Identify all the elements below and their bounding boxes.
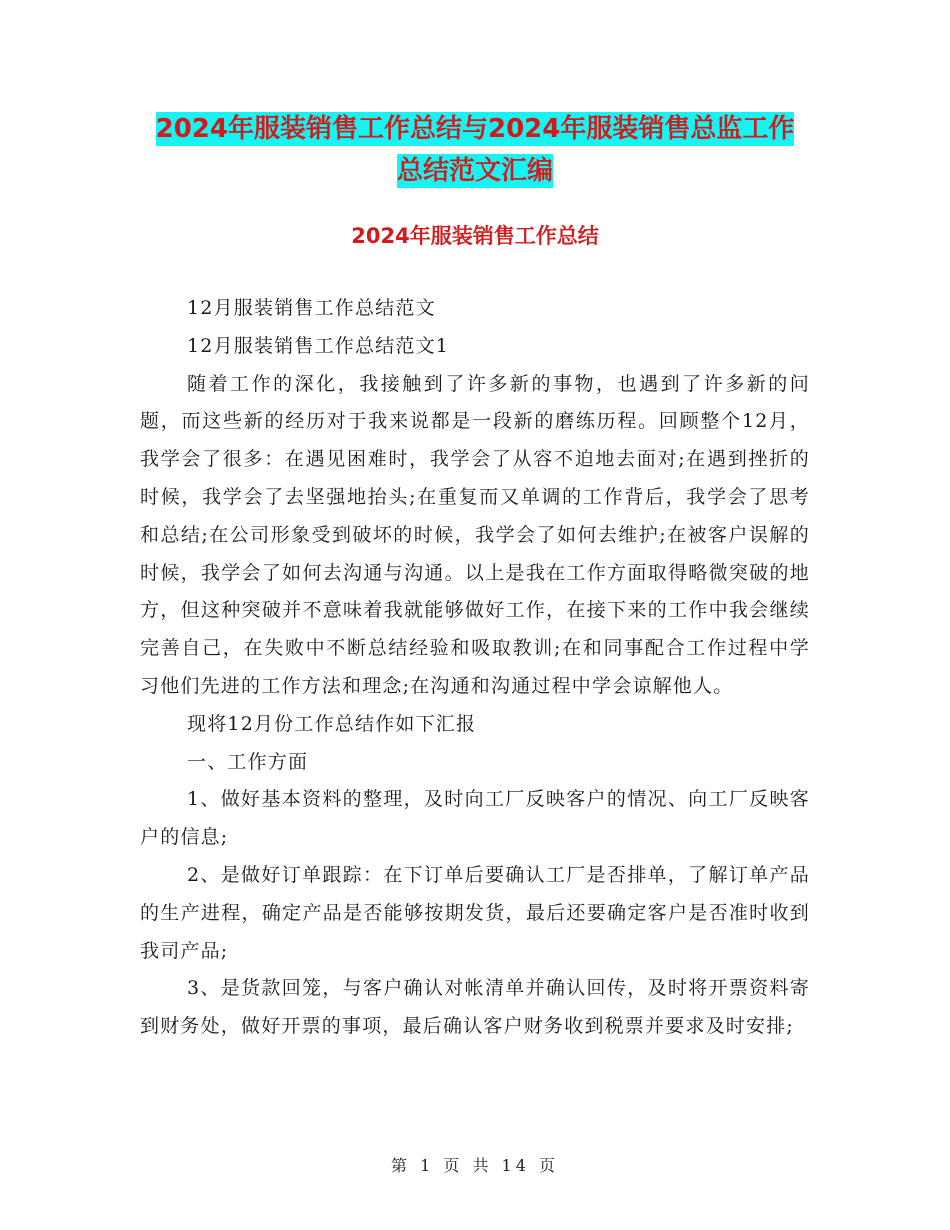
section-title: 2024年服装销售工作总结	[351, 224, 599, 248]
paragraph-report-lead: 现将12月份工作总结作如下汇报	[187, 712, 477, 735]
paragraph-item-3: 3、是货款回笼，与客户确认对帐清单并确认回传，及时将开票资料寄到财务处，做好开票的事项，最后确认客户财务收到税票并要求及时安排;	[140, 977, 810, 1038]
paragraph-section-work: 一、工作方面	[187, 750, 309, 773]
document-title-line-1: 2024年服装销售工作总结与2024年服装销售总监工作	[155, 114, 795, 144]
document-body	[140, 290, 810, 1046]
paragraph-item-1: 1、做好基本资料的整理，及时向工厂反映客户的情况、向工厂反映客户的信息;	[140, 788, 810, 849]
paragraph-heading: 12月服装销售工作总结范文	[187, 297, 436, 319]
document-title	[150, 108, 800, 192]
paragraph-subheading: 12月服装销售工作总结范文1	[187, 334, 450, 357]
paragraph-intro: 随着工作的深化，我接触到了许多新的事物，也遇到了许多新的问题，而这些新的经历对于我来说都是一段新的磨练历程。回顾整个12月，我学会了很多：在遇见困难时，我学会了从容不迫地去面对;在遇到挫折的时候，我学会了去坚强地抬头;在重复而又单调的工作背后，我学会了思考和总结;在公司形象受到破坏的时候，我学会了如何去维护;在被客户误解的时候，我学会了如何去沟通与沟通。以上是我在工作方面取得略微突破的地方，但这种突破并不意味着我就能够做好工作，在接下来的工作中我会继续完善自己，在失败中不断总结经验和吸取教训;在和同事配合工作过程中学习他们先进的工作方法和理念;在沟通和沟通过程中学会谅解他人。	[140, 372, 810, 697]
page-footer: 第 1 页 共 14 页	[391, 1156, 559, 1175]
document-title-line-2: 总结范文汇编	[396, 156, 553, 186]
paragraph-item-2: 2、是做好订单跟踪：在下订单后要确认工厂是否排单，了解订单产品的生产进程，确定产品是否能够按期发货，最后还要确定客户是否准时收到我司产品;	[140, 863, 810, 962]
